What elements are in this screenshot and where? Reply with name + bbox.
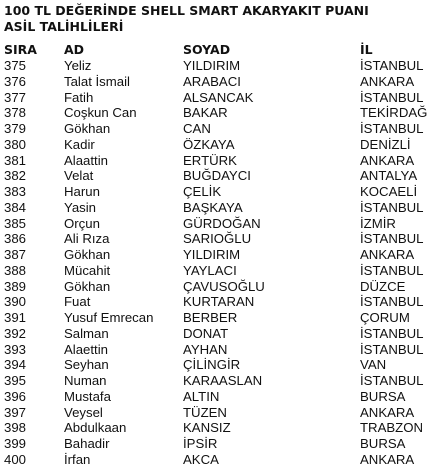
cell-soyad: BUĞDAYCI	[183, 168, 251, 184]
cell-sira: 381	[4, 152, 27, 168]
table-row	[4, 168, 440, 184]
table-row	[4, 231, 440, 247]
cell-sira: 382	[4, 168, 27, 184]
header-sira: SIRA	[4, 42, 37, 57]
cell-soyad: AKCA	[183, 451, 219, 467]
table-row	[4, 326, 440, 342]
cell-soyad: SARIOĞLU	[183, 231, 252, 247]
table-row	[4, 184, 440, 200]
cell-sira: 390	[4, 294, 27, 310]
cell-il: İZMİR	[360, 215, 396, 231]
cell-il: VAN	[360, 357, 387, 373]
cell-ad: Orçun	[64, 215, 100, 231]
cell-sira: 377	[4, 89, 27, 105]
cell-soyad: AYHAN	[183, 341, 228, 357]
cell-il: İSTANBUL	[360, 231, 424, 247]
cell-sira: 395	[4, 373, 27, 388]
cell-soyad: TÜZEN	[183, 404, 227, 420]
header-ad: AD	[64, 42, 85, 57]
table-row	[4, 342, 440, 358]
cell-il: İSTANBUL	[360, 89, 424, 105]
cell-soyad: DONAT	[183, 325, 229, 341]
table-row	[4, 357, 440, 373]
table-row	[4, 420, 440, 436]
cell-ad: Yusuf Emrecan	[64, 310, 154, 325]
cell-ad: Velat	[64, 168, 94, 184]
cell-il: İSTANBUL	[360, 199, 424, 215]
cell-soyad: BERBER	[183, 310, 238, 325]
cell-sira: 399	[4, 436, 27, 451]
cell-ad: Abdulkaan	[64, 420, 127, 436]
cell-ad: Kadir	[64, 136, 95, 152]
cell-il: İSTANBUL	[360, 294, 424, 310]
cell-ad: İrfan	[64, 451, 91, 467]
document	[4, 3, 440, 468]
cell-sira: 380	[4, 136, 27, 152]
table-row	[4, 105, 440, 121]
cell-il: ANKARA	[360, 451, 415, 467]
cell-il: ÇORUM	[360, 310, 410, 325]
cell-ad: Salman	[64, 325, 109, 341]
cell-il: ANKARA	[360, 152, 415, 168]
cell-il: İSTANBUL	[360, 262, 424, 278]
cell-ad: Veysel	[64, 404, 103, 420]
cell-ad: Seyhan	[64, 357, 109, 373]
cell-ad: Numan	[64, 373, 107, 388]
cell-soyad: YILDIRIM	[183, 247, 241, 262]
cell-ad: Mücahit	[64, 262, 111, 278]
cell-il: İSTANBUL	[360, 121, 424, 136]
table-row	[4, 279, 440, 295]
cell-soyad: GÜRDOĞAN	[183, 215, 261, 231]
cell-sira: 396	[4, 388, 27, 404]
cell-soyad: ÖZKAYA	[183, 136, 235, 152]
cell-sira: 384	[4, 199, 27, 215]
cell-il: İSTANBUL	[360, 373, 424, 388]
cell-il: TEKİRDAĞ	[360, 105, 428, 121]
cell-il: BURSA	[360, 388, 406, 404]
cell-sira: 394	[4, 357, 27, 373]
cell-ad: Fuat	[64, 294, 91, 310]
cell-ad: Gökhan	[64, 121, 111, 136]
cell-sira: 379	[4, 121, 27, 136]
cell-soyad: BAKAR	[183, 105, 228, 121]
table-row	[4, 389, 440, 405]
cell-soyad: ARABACI	[183, 73, 241, 89]
cell-il: ANTALYA	[360, 168, 418, 184]
cell-ad: Coşkun Can	[64, 105, 137, 121]
page-title: 100 TL DEĞERİNDE SHELL SMART AKARYAKIT PUANI	[4, 3, 369, 18]
table-row	[4, 74, 440, 90]
cell-il: BURSA	[360, 436, 406, 451]
cell-soyad: KARAASLAN	[183, 373, 263, 388]
table-row	[4, 121, 440, 137]
cell-soyad: ERTÜRK	[183, 152, 237, 168]
cell-soyad: CAN	[183, 121, 211, 136]
cell-sira: 393	[4, 341, 27, 357]
cell-sira: 386	[4, 231, 27, 247]
cell-sira: 400	[4, 451, 27, 467]
cell-ad: Gökhan	[64, 278, 111, 294]
table-row	[4, 153, 440, 169]
cell-ad: Alaattin	[64, 152, 108, 168]
cell-soyad: İPSİR	[183, 436, 218, 451]
cell-sira: 392	[4, 325, 27, 341]
table-row	[4, 405, 440, 421]
cell-soyad: KANSIZ	[183, 420, 231, 436]
cell-sira: 385	[4, 215, 27, 231]
cell-ad: Alaettin	[64, 341, 108, 357]
cell-soyad: YILDIRIM	[183, 58, 241, 73]
table-row	[4, 263, 440, 279]
cell-sira: 387	[4, 247, 27, 262]
table-row	[4, 373, 440, 389]
cell-sira: 375	[4, 58, 27, 73]
cell-ad: Mustafa	[64, 388, 111, 404]
cell-sira: 388	[4, 262, 27, 278]
cell-soyad: BAŞKAYA	[183, 199, 243, 215]
cell-ad: Gökhan	[64, 247, 111, 262]
table-row	[4, 200, 440, 216]
table-row	[4, 247, 440, 263]
table-row	[4, 137, 440, 153]
cell-il: ANKARA	[360, 404, 415, 420]
cell-sira: 389	[4, 278, 27, 294]
cell-ad: Harun	[64, 184, 100, 199]
table-row	[4, 436, 440, 452]
table-header	[4, 42, 440, 58]
cell-sira: 383	[4, 184, 27, 199]
cell-soyad: ÇİLİNGİR	[183, 357, 241, 373]
table-row	[4, 58, 440, 74]
cell-il: İSTANBUL	[360, 341, 424, 357]
header-soyad: SOYAD	[183, 42, 231, 57]
cell-sira: 398	[4, 420, 27, 436]
cell-sira: 376	[4, 73, 27, 89]
cell-soyad: ALSANCAK	[183, 89, 254, 105]
table-row	[4, 310, 440, 326]
cell-il: İSTANBUL	[360, 58, 424, 73]
table-row	[4, 90, 440, 106]
cell-il: DÜZCE	[360, 278, 406, 294]
cell-ad: Ali Rıza	[64, 231, 110, 247]
table-row	[4, 294, 440, 310]
cell-il: DENİZLİ	[360, 136, 411, 152]
cell-soyad: YAYLACI	[183, 262, 237, 278]
cell-il: İSTANBUL	[360, 325, 424, 341]
cell-ad: Fatih	[64, 89, 94, 105]
cell-sira: 391	[4, 310, 27, 325]
page-subtitle: ASİL TALİHLİLERİ	[4, 19, 124, 34]
cell-ad: Yasin	[64, 199, 97, 215]
cell-il: TRABZON	[360, 420, 424, 436]
table-row	[4, 452, 440, 468]
table-body	[4, 58, 440, 468]
cell-ad: Yeliz	[64, 58, 92, 73]
cell-il: KOCAELİ	[360, 184, 418, 199]
cell-il: ANKARA	[360, 73, 415, 89]
table-row	[4, 216, 440, 232]
cell-soyad: ALTIN	[183, 388, 220, 404]
cell-soyad: KURTARAN	[183, 294, 255, 310]
cell-soyad: ÇELİK	[183, 184, 222, 199]
cell-sira: 378	[4, 105, 27, 121]
cell-sira: 397	[4, 404, 27, 420]
cell-il: ANKARA	[360, 247, 415, 262]
cell-ad: Talat İsmail	[64, 73, 130, 89]
cell-soyad: ÇAVUSOĞLU	[183, 278, 265, 294]
winners-table	[4, 42, 440, 468]
header-il: İL	[360, 42, 373, 57]
cell-ad: Bahadir	[64, 436, 110, 451]
